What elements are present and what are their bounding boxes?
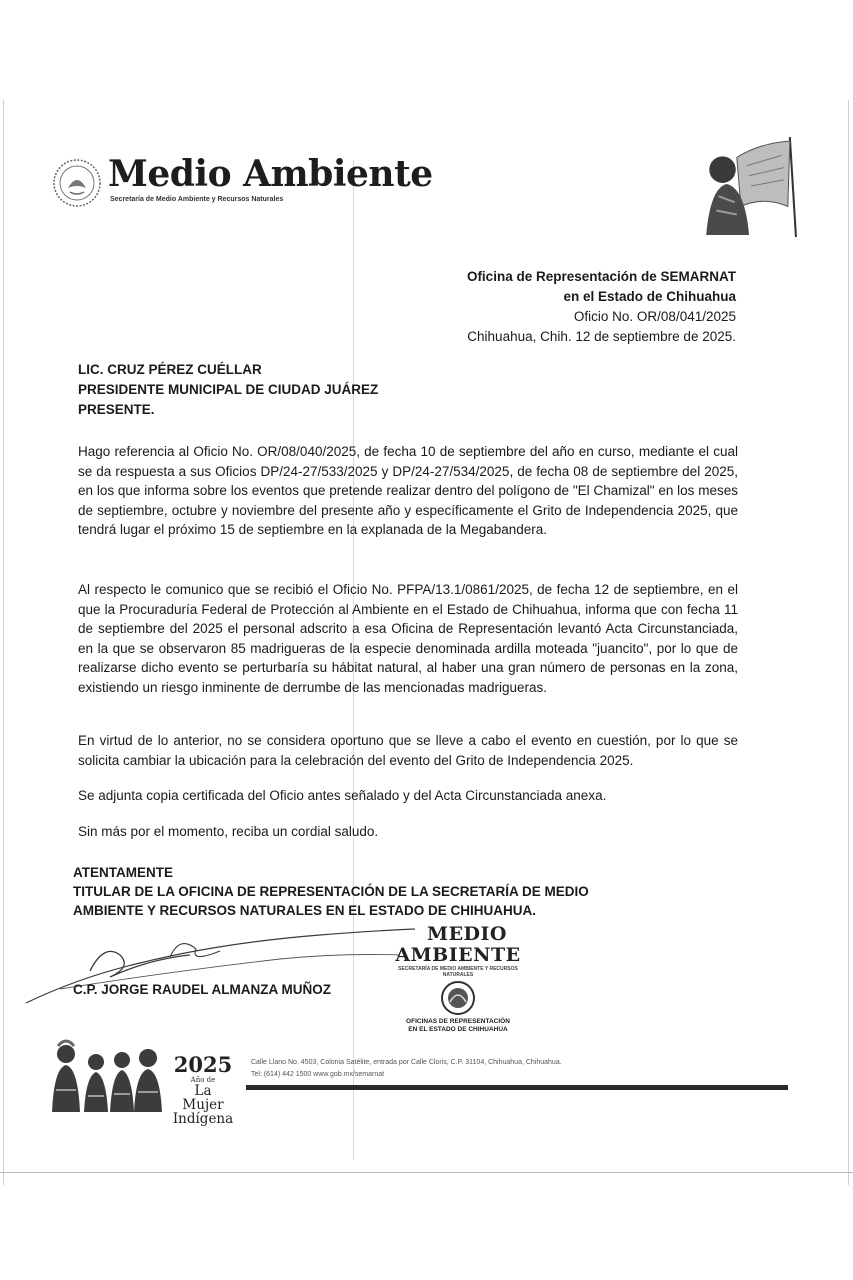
official-stamp	[388, 924, 528, 1049]
logo-title: Medio Ambiente	[108, 153, 433, 195]
oficio-number: Oficio No. OR/08/041/2025	[573, 309, 736, 324]
national-seal-icon	[52, 158, 102, 208]
paragraph-5: Sin más por el momento, reciba un cordial saludo.	[78, 824, 379, 839]
footer-bar	[246, 1085, 788, 1090]
year-number: 2025	[173, 1052, 233, 1077]
year-small: Año de	[190, 1076, 216, 1084]
stamp-office-line1: OFICINAS DE REPRESENTACIÓN	[406, 1018, 510, 1025]
atentamente: ATENTAMENTE	[73, 865, 173, 880]
flag-illustration-icon	[696, 135, 798, 237]
paragraph-1: Hago referencia al Oficio No. OR/08/040/2025, de fecha 10 de septiembre del año en curso, mediante el cual se da respuesta a sus Oficios DP/24-27/533/2025 y DP/24-27/534/2025, de fecha 08 de septiembre del 2025, en los que informa sobre los eventos que pretende realizar dentro del polígono de "El Chamizal" en los meses de septiembre, octubre y noviembre del presente año y específicamente el Grito de Independencia 2025, que tendrá lugar el próximo 15 de septiembre en la explanada de la Megabandera.	[78, 444, 738, 537]
footer-address: Calle Llano No. 4503, Colonia Satélite, entrada por Calle Cloris, C.P. 31104, Chihuahua, Chihuahua.	[251, 1059, 562, 1066]
footer-contact: Tel: (614) 442 1500 www.gob.mx/semarnat	[251, 1071, 385, 1078]
office-line2: en el Estado de Chihuahua	[563, 289, 736, 304]
recipient-name: LIC. CRUZ PÉREZ CUÉLLAR	[78, 362, 262, 377]
stamp-seal-icon	[440, 980, 476, 1016]
indigenous-women-illustration-icon	[44, 1038, 169, 1112]
page-bottom-rule	[0, 1172, 853, 1173]
stamp-small-text: SECRETARÍA DE MEDIO AMBIENTE Y RECURSOS NATURALES	[398, 966, 518, 978]
stamp-office	[388, 1018, 528, 1034]
recipient-block	[78, 360, 378, 420]
stamp-line2: AMBIENTE	[395, 944, 521, 966]
year-line1: La Mujer	[182, 1083, 224, 1113]
paragraph-4: Se adjunta copia certificada del Oficio antes señalado y del Acta Circunstanciada anexa.	[78, 788, 607, 803]
year-line2: Indígena	[172, 1111, 234, 1127]
office-info-block	[467, 267, 736, 347]
stamp-office-line2: EN EL ESTADO DE CHIHUAHUA	[408, 1026, 508, 1033]
office-line1: Oficina de Representación de SEMARNAT	[466, 269, 736, 284]
footer-address-block	[251, 1057, 562, 1081]
page-edge-right	[848, 100, 849, 1185]
page-edge-left	[3, 100, 4, 1185]
paragraph-2: Al respecto le comunico que se recibió el Oficio No. PFPA/13.1/0861/2025, de fecha 12 de septiembre, en el que la Procuraduría Federal de Protección al Ambiente en el Estado de Chihuahua, informa que con fecha 11 de septiembre del 2025 el personal adscrito a esa Oficina de Representación levantó Acta Circunstanciada, en la que se observaron 85 madrigueras de la especie denominada ardilla moteada "juancito", por lo que de realizarse dicho evento se perturbaría su hábitat natural, al haber una gran número de personas en la zona, existiendo un riesgo inminente de derrumbe de las mencionadas madrigueras.	[78, 582, 738, 695]
place-date: Chihuahua, Chih. 12 de septiembre de 2025.	[467, 329, 736, 344]
recipient-presente: PRESENTE.	[78, 402, 155, 417]
stamp-line1: MEDIO	[427, 923, 507, 945]
paragraph-3: En virtud de lo anterior, no se considera oportuno que se lleve a cabo el evento en cuestión, por lo que se solicita cambiar la ubicación para la celebración del evento del Grito de Independencia 2025.	[78, 733, 738, 768]
recipient-position: PRESIDENTE MUNICIPAL DE CIUDAD JUÁREZ	[78, 382, 379, 397]
year-block	[172, 1054, 234, 1126]
closing-block	[73, 863, 633, 920]
logo-subtitle: Secretaría de Medio Ambiente y Recursos Naturales	[110, 196, 284, 203]
signer-title: TITULAR DE LA OFICINA DE REPRESENTACIÓN DE LA SECRETARÍA DE MEDIO AMBIENTE Y RECURSOS NATURALES EN EL ESTADO DE CHIHUAHUA.	[73, 884, 589, 918]
signer-name: C.P. JORGE RAUDEL ALMANZA MUÑOZ	[73, 982, 332, 997]
